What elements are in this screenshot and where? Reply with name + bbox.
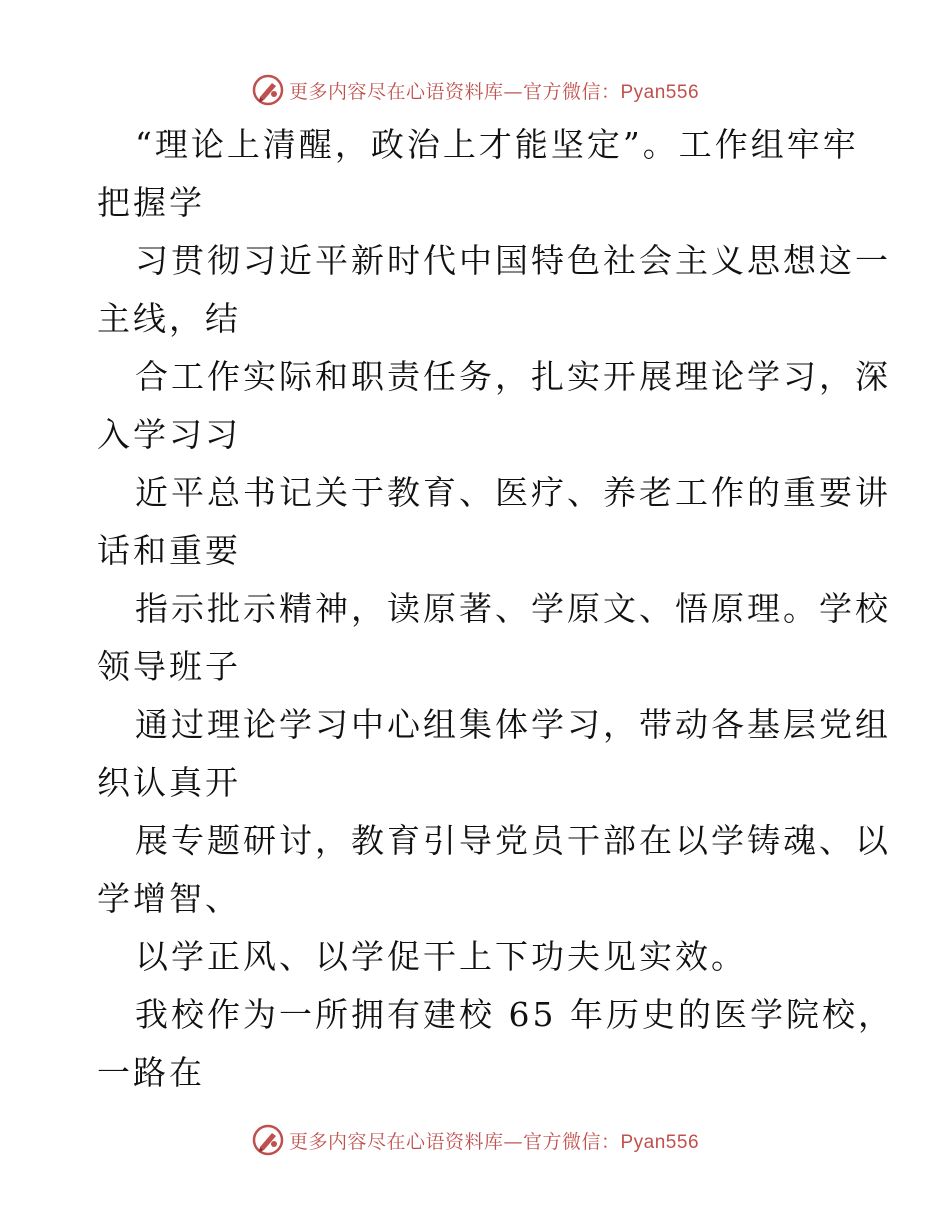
pen-seal-logo-icon [251, 1123, 285, 1157]
text-line: 展专题研讨，教育引导党员干部在以学铸魂、以 [135, 821, 891, 860]
text-line: 入学习习 [97, 415, 241, 454]
text-line: 以学正风、以学促干上下功夫见实效。 [135, 937, 747, 976]
watermark-handle: Pyan556 [620, 81, 700, 103]
text-line: 合工作实际和职责任务，扎实开展理论学习，深 [135, 357, 891, 396]
footer-watermark [0, 1120, 950, 1160]
text-line: 领导班子 [97, 647, 241, 686]
text-line: “理论上清醒，政治上才能坚定”。工作组牢牢 [135, 125, 859, 164]
text-line: 一路在 [97, 1053, 205, 1092]
pen-seal-logo-icon [251, 73, 285, 107]
header-watermark [0, 70, 950, 110]
text-line: 学增智、 [97, 879, 241, 918]
watermark-text: 更多内容尽在心语资料库—官方微信：Pyan556 [288, 80, 700, 103]
text-line: 织认真开 [97, 763, 241, 802]
text-line: 我校作为一所拥有建校 65 年历史的医学院校， [135, 995, 894, 1034]
text-line: 话和重要 [97, 531, 241, 570]
watermark-text: 更多内容尽在心语资料库—官方微信：Pyan556 [288, 1130, 700, 1153]
watermark-handle: Pyan556 [620, 1131, 700, 1153]
document-body [97, 116, 894, 1102]
text-line: 主线，结 [97, 299, 241, 338]
text-line: 近平总书记关于教育、医疗、养老工作的重要讲 [135, 473, 891, 512]
text-line: 通过理论学习中心组集体学习，带动各基层党组 [135, 705, 891, 744]
text-line: 指示批示精神，读原著、学原文、悟原理。学校 [135, 589, 891, 628]
text-line: 习贯彻习近平新时代中国特色社会主义思想这一 [135, 241, 891, 280]
text-line: 把握学 [97, 183, 205, 222]
